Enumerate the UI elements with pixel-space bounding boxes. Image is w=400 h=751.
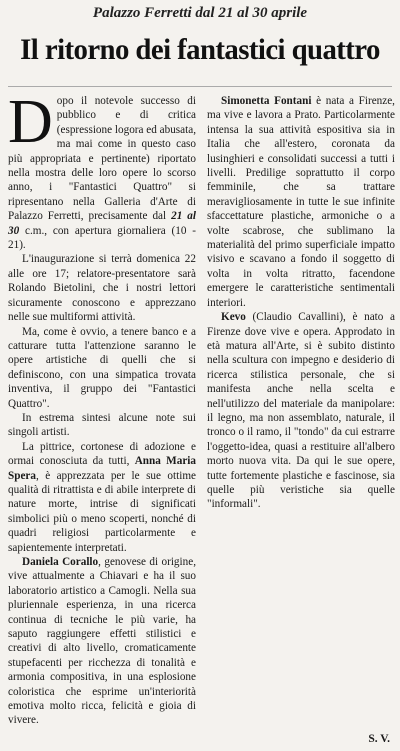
article-kicker: Palazzo Ferretti dal 21 al 30 aprile bbox=[92, 5, 308, 21]
dates-highlight: 21 al 30 bbox=[8, 210, 196, 237]
paragraph-attention: Ma, come è ovvio, a tenere banco e a catturare tutta l'attenzione saranno le opere artistiche di quelli che si definiscono, con una simpatica trovata inventiva, il gruppo dei "Fantastici Quattro". bbox=[8, 325, 196, 410]
paragraph-corallo: Daniela Corallo, genovese di origine, vive attualmente a Chiavari e ha il suo laboratorio artistico a Camogli. Nella sua pluriennale esperienza, in una ricerca continua di tecniche le più varie, ha saputo raggiungere effetti stilistici e creativi di alto livello, cromaticamente stupefacenti per ricchezza di tonalità e armonia compositiva, in una esplosione coloristica che esprime un'interiorità emotiva molto ricca, felicità e gioia di vivere. bbox=[8, 556, 196, 727]
artist-name-corallo: Daniela Corallo bbox=[22, 556, 99, 568]
paragraph-spera: La pittrice, cortonese di adozione e ormai conosciuta da tutti, Anna Maria Spera, è apprezzata per le sue ottime qualità di ritrattista e di abile interprete di nature morte, intrise di significati simbolici più o meno scoperti, nonché di quadri religiosi particolarmente e sapientemente interpretati. bbox=[8, 440, 197, 554]
headline-divider bbox=[8, 86, 392, 87]
paragraph-intro: Dopo il notevole successo di pubblico e di critica (espressione logora ed abusata, ma mai come in questo caso più appropriata e pertinente) riportato nella mostra delle loro opere lo scorso anno, i "Fantastici Quattro" si ripresentano nella Galleria d'Arte di Palazzo Ferretti, precisamente dal 21 al 30 c.m., con apertura giornaliera (10 - 21). bbox=[8, 88, 196, 252]
article-column-right bbox=[207, 94, 395, 512]
author-signature: S. V. bbox=[368, 733, 390, 745]
paragraph-inauguration: L'inaugurazione si terrà domenica 22 alle ore 17; relatore-presentatore sarà Rolando Bietolini, che i nostri lettori sicuramente conoscono e apprezzano nelle sue multiformi attività. bbox=[8, 253, 196, 324]
paragraph-artists-intro: In estrema sintesi alcune note sui singoli artisti. bbox=[8, 411, 196, 439]
artist-name-kevo: Kevo bbox=[221, 311, 246, 324]
article-headline: Il ritorno dei fantastici quattro bbox=[20, 33, 380, 66]
artist-name-spera: Anna Maria Spera bbox=[8, 455, 197, 482]
artist-name-fontani: Simonetta Fontani bbox=[221, 95, 312, 107]
paragraph-fontani: Simonetta Fontani è nata a Firenze, ma vive e lavora a Prato. Particolarmente intensa la sua attività espositiva sia in Italia che all'estero, coronata da lusinghieri e consolidati successi a tutti i livelli. Predilige soprattutto il corpo femminile, che sa trattare meravigliosamente in tutte le sue infinite sfaccettature plastiche, armoniche o a volte scabrose, che sublimano la materialità del primo superficiale impatto visivo e scavano a fondo il soggetto di volta in volta ritratto, facendone emergere le caratteristiche sentimentali interiori. bbox=[207, 95, 395, 309]
article-column-left bbox=[8, 88, 197, 728]
paragraph-kevo: Kevo (Claudio Cavallini), è nato a Firenze dove vive e opera. Approdato in età matura all'Arte, si è subito distinto nella scultura con impegno e desiderio di ricerca stilistica personale, che si manifesta anche nella scelta e nell'utilizzo del materiale da manipolare: il legno, ma non assemblato, naturale, il tronco o il ramo, il "tondo" da cui estrarre l'oggetto-idea, quasi a restituire all'albero morto nuova vita. Da qui le sue opere, tutte fortemente plastiche e fascinose, sia quelle più veristiche sia quelle "informali". bbox=[207, 311, 395, 511]
drop-cap: D bbox=[8, 88, 53, 156]
